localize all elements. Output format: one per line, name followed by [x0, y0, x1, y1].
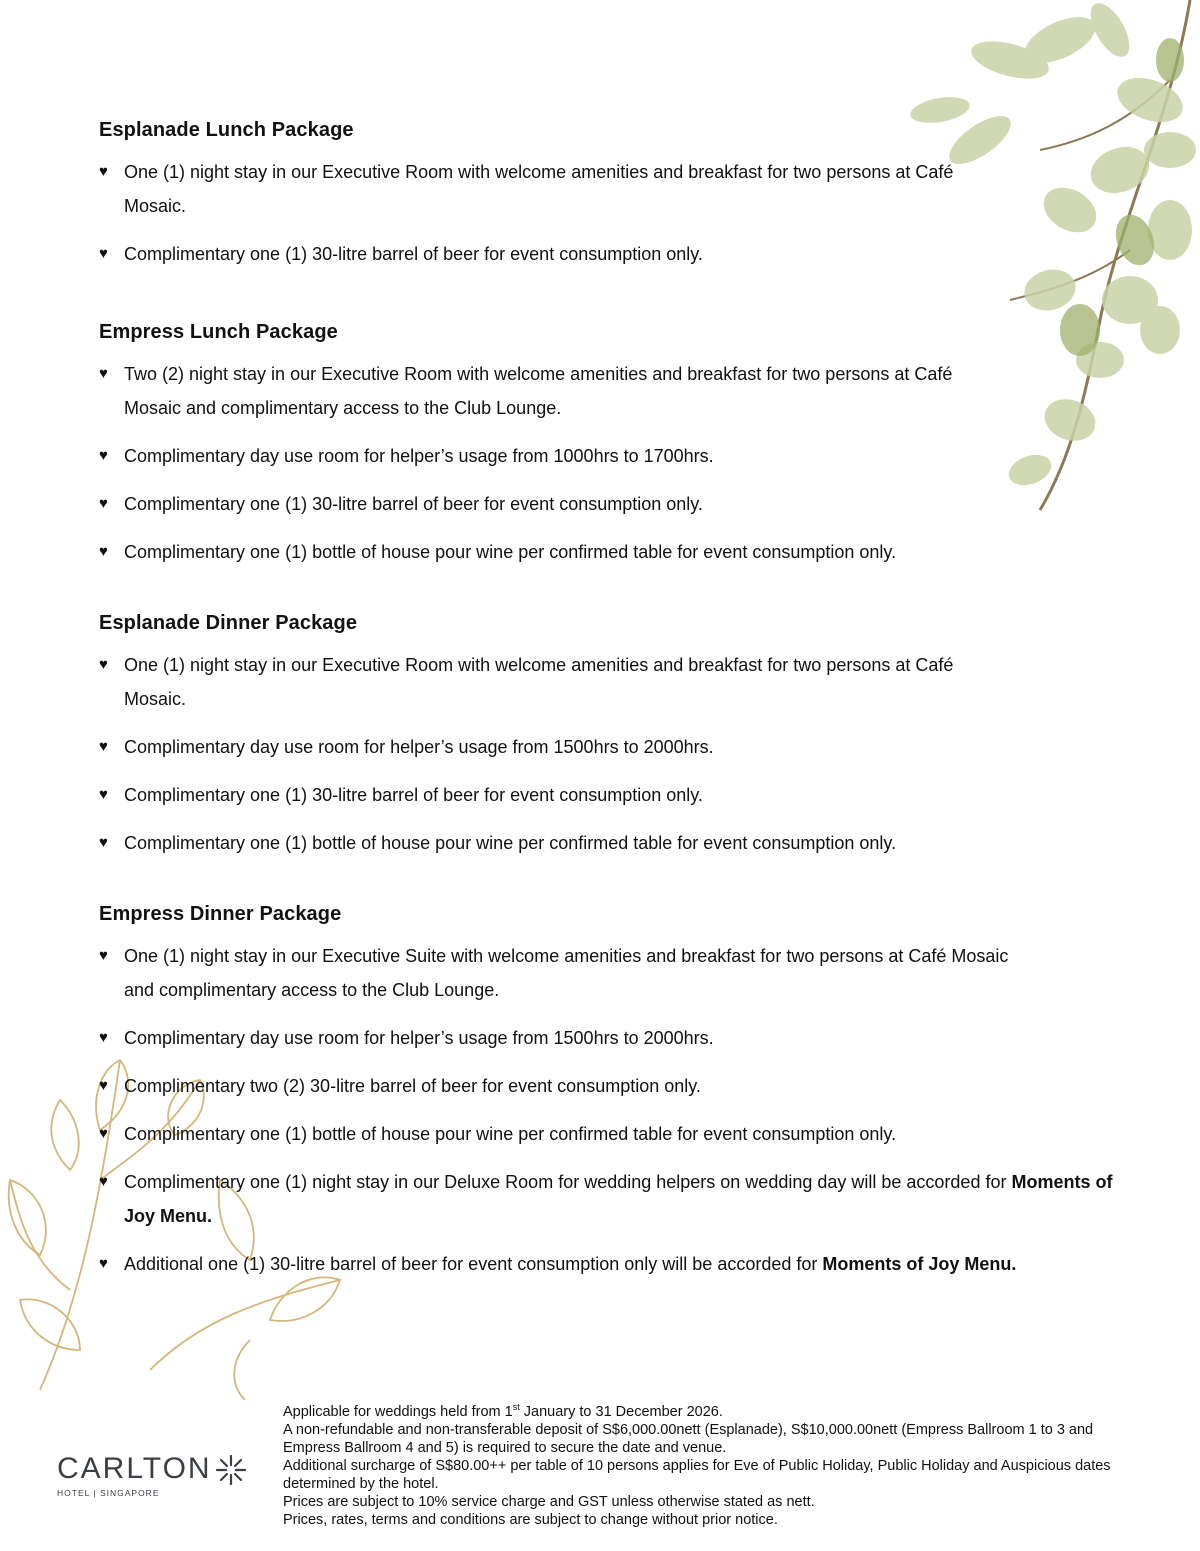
- item-text: Complimentary two (2) 30-litre barrel of beer for event consumption only.: [124, 1076, 701, 1096]
- list-item: [99, 237, 1139, 271]
- item-text: Complimentary one (1) 30-litre barrel of beer for event consumption only.: [124, 494, 703, 514]
- item-text: Complimentary day use room for helper’s usage from 1000hrs to 1700hrs.: [124, 446, 714, 466]
- ordinal-suffix: st: [512, 1402, 520, 1412]
- item-text: Additional one (1) 30-litre barrel of beer for event consumption only will be accorded for: [124, 1254, 823, 1274]
- heart-bullet-icon: ♥: [99, 543, 108, 560]
- heart-bullet-icon: ♥: [99, 245, 108, 262]
- heart-bullet-icon: ♥: [99, 447, 108, 464]
- package-section-empress-lunch: [99, 321, 1139, 583]
- heart-bullet-icon: ♥: [99, 738, 108, 755]
- applicable-prefix: Applicable for weddings held from 1: [283, 1403, 513, 1420]
- deposit-terms: A non-refundable and non-transferable deposit of S$6,000.00nett (Esplanade), S$10,000.00nett (Empress Ballroom 1 to 3 and Empress Ballroom 4 and 5) is required to secure the date and venue.: [283, 1421, 1094, 1456]
- list-item: [99, 1165, 1124, 1233]
- list-item: [99, 730, 1139, 764]
- terms-footer: [283, 1398, 1143, 1529]
- list-item: [99, 826, 1139, 860]
- item-text: One (1) night stay in our Executive Room with welcome amenities and breakfast for two persons at Café Mosaic.: [124, 162, 954, 216]
- list-item: [99, 487, 1139, 521]
- heart-bullet-icon: ♥: [99, 1029, 108, 1046]
- item-text: Complimentary one (1) bottle of house pour wine per confirmed table for event consumption only.: [124, 833, 897, 853]
- surcharge-terms: Additional surcharge of S$80.00++ per table of 10 persons applies for Eve of Public Holiday, Public Holiday and Auspicious dates determined by the hotel.: [283, 1457, 1111, 1492]
- heart-bullet-icon: ♥: [99, 947, 108, 964]
- change-notice: Prices, rates, terms and conditions are subject to change without prior notice.: [283, 1511, 778, 1528]
- item-text: One (1) night stay in our Executive Suite with welcome amenities and breakfast for two persons at Café Mosaic and complimentary access to the Club Lounge.: [124, 946, 1009, 1000]
- heart-bullet-icon: ♥: [99, 163, 108, 180]
- list-item: [99, 439, 1139, 473]
- list-item: [99, 1247, 1139, 1281]
- logo-name: CARLTON: [57, 1452, 212, 1485]
- star-burst-icon: [215, 1454, 247, 1486]
- heart-bullet-icon: ♥: [99, 495, 108, 512]
- item-text: Two (2) night stay in our Executive Room with welcome amenities and breakfast for two persons at Café Mosaic and complimentary access to the Club Lounge.: [124, 364, 953, 418]
- heart-bullet-icon: ♥: [99, 1125, 108, 1142]
- package-title: Esplanade Lunch Package: [99, 119, 354, 141]
- heart-bullet-icon: ♥: [99, 834, 108, 851]
- item-text: Complimentary one (1) 30-litre barrel of beer for event consumption only.: [124, 244, 703, 264]
- package-title: Esplanade Dinner Package: [99, 612, 358, 634]
- list-item: [99, 1117, 1139, 1151]
- package-title: Empress Lunch Package: [99, 321, 338, 343]
- service-charge-terms: Prices are subject to 10% service charge and GST unless otherwise stated as nett.: [283, 1493, 815, 1510]
- applicable-suffix: January to 31 December 2026.: [519, 1403, 723, 1420]
- list-item: [99, 155, 1014, 223]
- logo-subtitle: HOTEL | SINGAPORE: [57, 1488, 160, 1498]
- heart-bullet-icon: ♥: [99, 1255, 108, 1272]
- item-text: Complimentary day use room for helper’s usage from 1500hrs to 2000hrs.: [124, 737, 714, 757]
- item-text: Complimentary one (1) night stay in our Deluxe Room for wedding helpers on wedding day will be accorded for: [124, 1172, 1012, 1192]
- heart-bullet-icon: ♥: [99, 365, 108, 382]
- list-item: [99, 939, 1014, 1007]
- package-section-esplanade-lunch: [99, 119, 1139, 285]
- list-item: [99, 648, 1014, 716]
- package-title: Empress Dinner Package: [99, 903, 342, 925]
- package-section-esplanade-dinner: [99, 612, 1139, 874]
- item-text: Complimentary one (1) bottle of house pour wine per confirmed table for event consumption only.: [124, 1124, 897, 1144]
- heart-bullet-icon: ♥: [99, 1077, 108, 1094]
- list-item: [99, 1069, 1139, 1103]
- heart-bullet-icon: ♥: [99, 656, 108, 673]
- item-text: Complimentary one (1) bottle of house pour wine per confirmed table for event consumption only.: [124, 542, 897, 562]
- package-section-empress-dinner: [99, 903, 1139, 1295]
- item-text: Complimentary one (1) 30-litre barrel of beer for event consumption only.: [124, 785, 703, 805]
- item-text: Complimentary day use room for helper’s usage from 1500hrs to 2000hrs.: [124, 1028, 714, 1048]
- item-bold-text: Moments of Joy Menu.: [124, 1172, 1113, 1226]
- list-item: [99, 1021, 1139, 1055]
- heart-bullet-icon: ♥: [99, 1173, 108, 1190]
- item-text: One (1) night stay in our Executive Room with welcome amenities and breakfast for two persons at Café Mosaic.: [124, 655, 954, 709]
- item-bold-text: Moments of Joy Menu.: [822, 1254, 1017, 1274]
- list-item: [99, 778, 1139, 812]
- applicable-dates: [283, 1398, 1143, 1421]
- carlton-logo: [57, 1452, 257, 1512]
- list-item: [99, 535, 1139, 569]
- list-item: [99, 357, 1014, 425]
- heart-bullet-icon: ♥: [99, 786, 108, 803]
